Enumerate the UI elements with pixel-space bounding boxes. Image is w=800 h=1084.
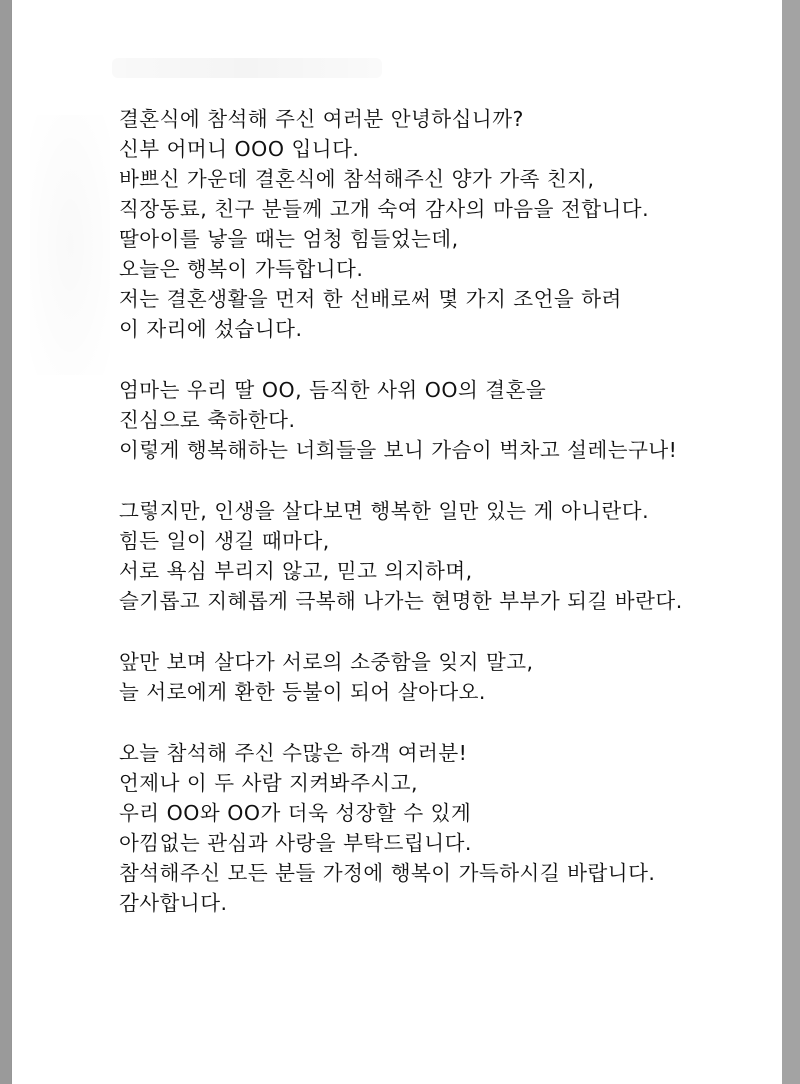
paragraph	[119, 496, 759, 616]
text-line: 엄마는 우리 딸 OO, 듬직한 사위 OO의 결혼을	[119, 378, 547, 402]
document-page	[12, 0, 782, 1084]
text-line: 이렇게 행복해하는 너희들을 보니 가슴이 벅차고 설레는구나!	[119, 438, 678, 462]
text-line: 앞만 보며 살다가 서로의 소중함을 잊지 말고,	[119, 650, 534, 674]
faded-show-through-text	[30, 115, 110, 375]
text-line: 아낌없는 관심과 사랑을 부탁드립니다.	[119, 831, 472, 855]
text-line: 감사합니다.	[119, 891, 228, 915]
paragraph	[119, 647, 759, 707]
text-line: 직장동료, 친구 분들께 고개 숙여 감사의 마음을 전합니다.	[119, 197, 650, 221]
faded-show-through-text	[112, 58, 382, 78]
paragraph-gap	[119, 707, 759, 738]
text-line: 늘 서로에게 환한 등불이 되어 살아다오.	[119, 680, 486, 704]
text-line: 서로 욕심 부리지 않고, 믿고 의지하며,	[119, 559, 473, 583]
paragraph-gap	[119, 616, 759, 647]
paragraph	[119, 104, 759, 344]
text-line: 우리 OO와 OO가 더욱 성장할 수 있게	[119, 801, 472, 825]
text-line: 신부 어머니 OOO 입니다.	[119, 137, 360, 161]
paragraph	[119, 375, 759, 465]
paragraph	[119, 738, 759, 918]
text-line: 오늘 참석해 주신 수많은 하객 여러분!	[119, 741, 468, 765]
text-line: 언제나 이 두 사람 지켜봐주시고,	[119, 771, 419, 795]
text-line: 딸아이를 낳을 때는 엄청 힘들었는데,	[119, 227, 459, 251]
text-line: 오늘은 행복이 가득합니다.	[119, 257, 364, 281]
text-line: 진심으로 축하한다.	[119, 408, 296, 432]
text-line: 결혼식에 참석해 주신 여러분 안녕하십니까?	[119, 107, 524, 131]
paragraph-gap	[119, 344, 759, 375]
paragraph-gap	[119, 465, 759, 496]
speech-text	[119, 104, 759, 918]
text-line: 슬기롭고 지혜롭게 극복해 나가는 현명한 부부가 되길 바란다.	[119, 589, 683, 613]
text-line: 저는 결혼생활을 먼저 한 선배로써 몇 가지 조언을 하려	[119, 287, 622, 311]
text-line: 바쁘신 가운데 결혼식에 참석해주신 양가 가족 친지,	[119, 167, 595, 191]
text-line: 참석해주신 모든 분들 가정에 행복이 가득하시길 바랍니다.	[119, 861, 656, 885]
text-line: 그렇지만, 인생을 살다보면 행복한 일만 있는 게 아니란다.	[119, 499, 650, 523]
text-line: 이 자리에 섰습니다.	[119, 317, 303, 341]
viewer-edge	[782, 0, 800, 1084]
text-line: 힘든 일이 생길 때마다,	[119, 529, 330, 553]
